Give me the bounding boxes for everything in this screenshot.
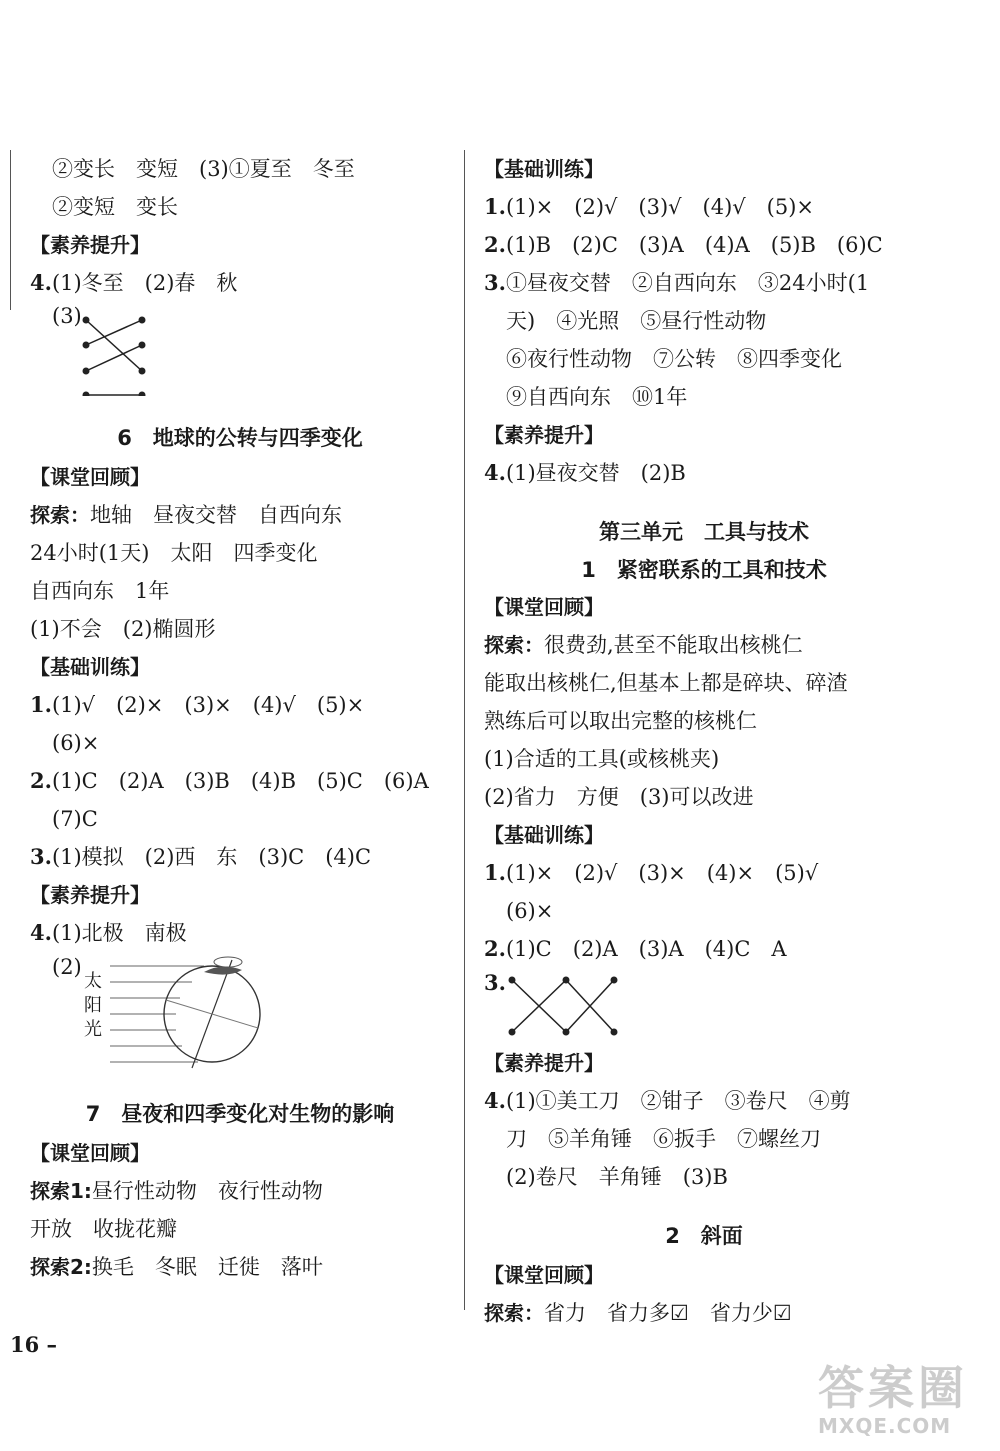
answer-text: (1)C (2)A (3)A (4)C A [505,937,787,961]
answer-line: (6)× [506,899,554,923]
question-number: 3. [484,970,506,995]
question-number: 2. [484,936,506,961]
answer-text: (1)昼夜交替 (2)B [505,461,686,485]
section-heading: 【基础训练】 [30,655,150,679]
watermark [818,1362,968,1438]
answer-line [30,1248,450,1286]
answer-line: ⑥夜行性动物 ⑦公转 ⑧四季变化 [506,347,842,371]
answer-line: ②变长 变短 (3)①夏至 冬至 [52,157,355,181]
answer-text: (1)× (2)√ (3)√ (4)√ (5)× [505,195,815,219]
section-heading: 【素养提升】 [484,423,604,447]
answer-text: (1)①美工刀 ②钳子 ③卷尺 ④剪 [505,1089,851,1113]
right-column [484,150,924,1332]
answer-text: (1)北极 南极 [51,921,187,945]
sunlight-earth-figure [30,952,450,1074]
match-dot [563,977,570,984]
match-dot [83,368,90,375]
section-heading: 【课堂回顾】 [30,465,150,489]
answer-text: (1)模拟 (2)西 东 (3)C (4)C [51,845,372,869]
answer-line: (7)C [52,807,98,831]
watermark-url: MXQE.COM [818,1414,952,1438]
earth-orbit-diagram [108,952,268,1074]
match-dot [83,317,90,324]
answer-line: 开放 收拢花瓣 [30,1217,177,1241]
section-heading: 【素养提升】 [30,233,150,257]
answer-line: ②变短 变长 [52,195,178,219]
section-title: 6 地球的公转与四季变化 [117,426,363,450]
figure-label: (2) [52,955,82,979]
answer-text: 很费劲,甚至不能取出核桃仁 [544,633,803,657]
tool-matching-figure [484,968,924,1044]
answer-line [484,1294,924,1332]
column-divider [464,150,465,1310]
explore-label: 探索2: [30,1255,92,1279]
sun-label-char: 太 [84,971,102,992]
sun-label [84,970,104,1042]
match-dot [611,977,618,984]
answer-text: ①昼夜交替 ②自西向东 ③24小时(1 [505,271,870,295]
answer-line: 自西向东 1年 [30,579,170,603]
answer-text: 省力 省力多☑ 省力少☑ [544,1301,792,1325]
answer-line [484,454,924,492]
answer-line [30,686,450,724]
question-number: 1. [484,860,506,885]
orbit-marker [214,957,242,967]
matching-figure [30,302,450,398]
answer-line [30,496,450,534]
match-dot [509,1029,516,1036]
section-heading: 【素养提升】 [484,1051,604,1075]
match-dot [611,1029,618,1036]
tool-matching-diagram [504,970,634,1046]
question-number: 3. [30,844,52,869]
question-number: 2. [30,768,52,793]
section-title: 2 斜面 [665,1224,743,1248]
answer-line [484,854,924,892]
answer-line [30,914,450,952]
question-number: 3. [484,270,506,295]
answer-line [30,762,450,800]
section-heading: 【基础训练】 [484,157,604,181]
answer-line: 天) ④光照 ⑤昼行性动物 [506,309,767,333]
left-margin-rule [10,150,11,310]
explore-label: 探索： [30,503,90,527]
question-number: 4. [30,920,52,945]
answer-line [484,226,924,264]
question-number: 2. [484,232,506,257]
answer-line: 熟练后可以取出完整的核桃仁 [484,709,757,733]
answer-line [30,1172,450,1210]
answer-text: (1)√ (2)× (3)× (4)√ (5)× [51,693,365,717]
section-heading: 【基础训练】 [484,823,604,847]
question-number: 4. [484,460,506,485]
answer-line [484,188,924,226]
explore-label: 探索1: [30,1179,92,1203]
answer-line: (2)卷尺 羊角锤 (3)B [506,1165,728,1189]
match-dot [83,392,90,397]
section-title: 7 昼夜和四季变化对生物的影响 [85,1102,395,1126]
answer-line: 24小时(1天) 太阳 四季变化 [30,541,318,565]
section-title: 1 紧密联系的工具和技术 [581,558,827,582]
match-dot [139,342,146,349]
figure-label: (3) [52,304,82,328]
left-column [30,150,450,1286]
answer-line: 能取出核桃仁,但基本上都是碎块、碎渣 [484,671,848,695]
explore-label: 探索： [484,1301,544,1325]
answer-text: (1)× (2)√ (3)× (4)× (5)√ [505,861,819,885]
equator-line [166,1000,258,1028]
answer-text: 地轴 昼夜交替 自西向东 [90,503,342,527]
answer-line: (1)合适的工具(或核桃夹) [484,747,720,771]
sun-label-char: 光 [84,1019,102,1040]
sun-label-char: 阳 [84,995,102,1016]
answer-text: (1)B (2)C (3)A (4)A (5)B (6)C [505,233,883,257]
question-number: 1. [484,194,506,219]
match-dot [139,368,146,375]
section-heading: 【课堂回顾】 [484,1263,604,1287]
unit-title: 第三单元 工具与技术 [599,520,809,544]
section-heading: 【课堂回顾】 [484,595,604,619]
answer-text: (1)冬至 (2)春 秋 [51,271,238,295]
section-heading: 【课堂回顾】 [30,1141,150,1165]
answer-text: 昼行性动物 夜行性动物 [91,1179,323,1203]
question-number: 4. [484,1088,506,1113]
match-dot [509,977,516,984]
section-heading: 【素养提升】 [30,883,150,907]
explore-label: 探索： [484,633,544,657]
answer-line: 刀 ⑤羊角锤 ⑥扳手 ⑦螺丝刀 [506,1127,821,1151]
answer-line [30,264,450,302]
answer-text: 换毛 冬眠 迁徙 落叶 [91,1255,323,1279]
matching-diagram [70,300,210,396]
answer-line: ⑨自西向东 ⑩1年 [506,385,688,409]
answer-line [484,626,924,664]
answer-text: (1)C (2)A (3)B (4)B (5)C (6)A [51,769,429,793]
question-number: 4. [30,270,52,295]
match-dot [83,342,90,349]
page-number: 16 – [10,1332,58,1357]
match-dot [563,1029,570,1036]
match-dot [139,392,146,397]
answer-line [30,838,450,876]
match-dot [139,317,146,324]
answer-line [484,930,924,968]
answer-line: (6)× [52,731,100,755]
question-number: 1. [30,692,52,717]
answer-line: (2)省力 方便 (3)可以改进 [484,785,754,809]
answer-line [484,1082,924,1120]
watermark-logo-text: 答案圈 [818,1361,968,1415]
answer-line: (1)不会 (2)椭圆形 [30,617,216,641]
answer-line [484,264,924,302]
